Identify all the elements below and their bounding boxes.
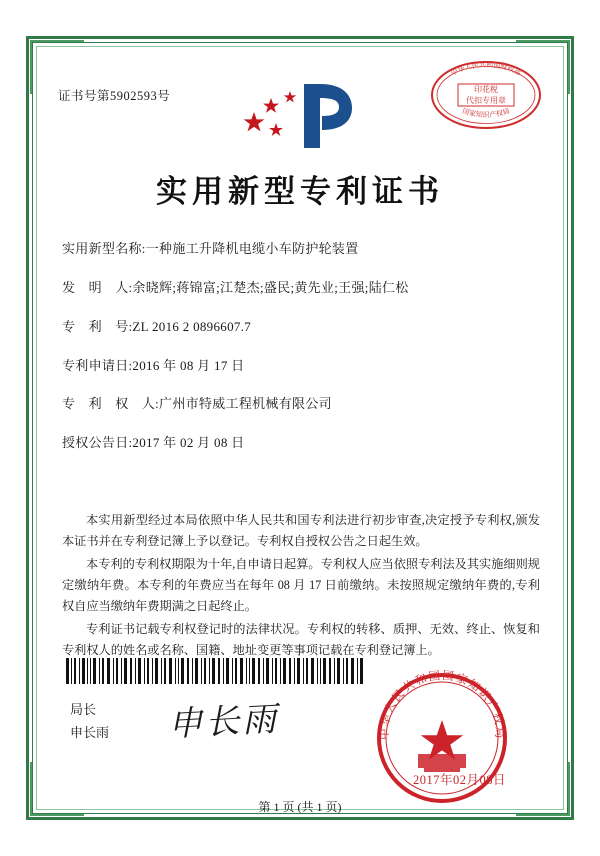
page-title: 实用新型专利证书	[156, 174, 444, 209]
svg-text:代扣专用章: 代扣专用章	[466, 96, 506, 105]
legal-paragraph: 本实用新型经过本局依照中华人民共和国专利法进行初步审查,决定授予专利权,颁发本证书并在专利登记簿上予以登记。专利权自授权公告之日起生效。	[62, 513, 540, 549]
field-row	[62, 357, 540, 376]
svg-text:中华人民共和国财政部: 中华人民共和国财政部	[449, 60, 523, 78]
field-value: 一种施工升降机电缆小车防护轮装置	[145, 241, 359, 256]
field-value: ZL 2016 2 0896607.7	[132, 318, 252, 334]
legal-text-block	[62, 510, 540, 662]
field-label: 授权公告日:	[62, 435, 133, 451]
director-title-label: 局长	[70, 702, 97, 717]
field-row	[62, 434, 540, 453]
field-value: 余晓辉;蒋锦富;江楚杰;盛民;黄先业;王强;陆仁松	[132, 279, 409, 295]
field-row	[62, 395, 540, 414]
oval-tax-stamp-icon	[428, 58, 544, 132]
signature-block	[70, 698, 109, 745]
svg-text:印花税: 印花税	[474, 85, 498, 94]
field-label: 发 明 人:	[62, 279, 133, 295]
certificate-number: 证书号第5902593号	[58, 89, 171, 103]
field-value: 2017 年 02 月 08 日	[132, 435, 245, 451]
director-name-label: 申长雨	[70, 725, 110, 741]
field-row	[62, 240, 540, 259]
field-row	[62, 318, 540, 337]
barcode-icon	[66, 658, 366, 684]
page-footer: 第 1 页 (共 1 页)	[258, 800, 342, 814]
svg-text:国家知识产权局: 国家知识产权局	[461, 106, 511, 119]
legal-paragraph: 专利证书记载专利权登记时的法律状况。专利权的转移、质押、无效、终止、恢复和专利权人的姓名或名称、国籍、地址变更等事项记载在专利登记簿上。	[62, 621, 540, 658]
field-label: 专 利 号:	[62, 318, 133, 334]
patent-office-logo-icon	[240, 76, 360, 156]
field-label: 实用新型名称:	[62, 241, 146, 256]
field-value: 2016 年 08 月 17 日	[132, 357, 245, 373]
certificate-content	[48, 58, 552, 814]
seal-date: 2017年02月08日	[412, 773, 506, 787]
field-label: 专利申请日:	[62, 357, 133, 373]
field-row	[62, 279, 540, 298]
handwritten-signature-icon: 申长雨	[167, 701, 281, 744]
field-list	[62, 240, 540, 473]
field-label: 专 利 权 人:	[62, 396, 160, 412]
field-value: 广州市特威工程机械有限公司	[159, 396, 332, 412]
svg-text:中华人民共和国国家知识产权局: 中华人民共和国国家知识产权局	[378, 670, 506, 740]
legal-paragraph: 本专利的专利权期限为十年,自申请日起算。专利权人应当依照专利法及其实施细则规定缴纳年费。本专利的年费应当在每年 08 月 17 日前缴纳。未按照规定缴纳年费的,专利权自应当缴纳年费期满之日起终止。	[62, 556, 540, 614]
